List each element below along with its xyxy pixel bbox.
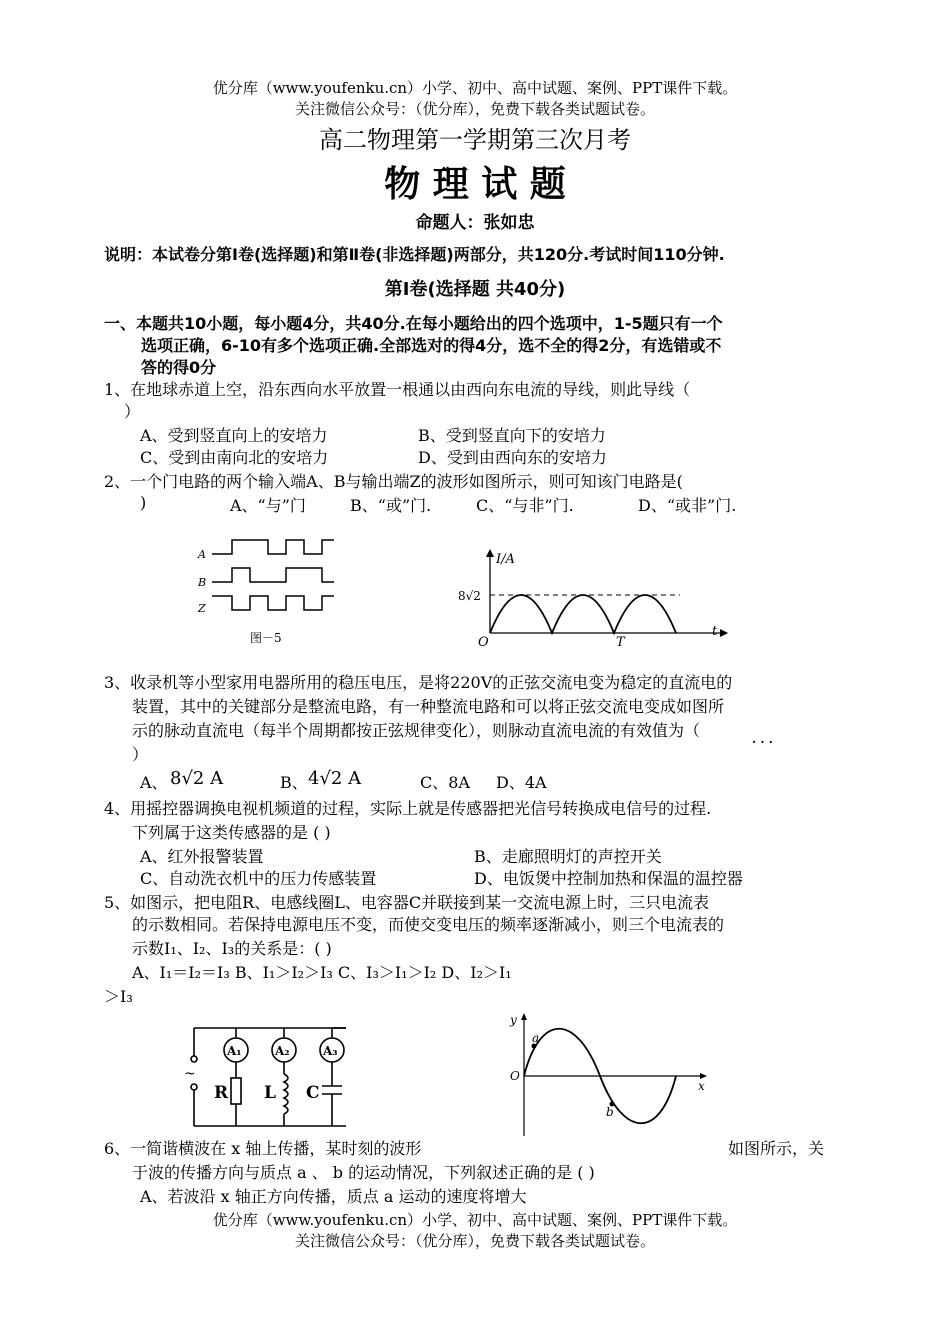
wave-origin-label: O [510, 1069, 520, 1083]
q1-option-d: D、受到由西向东的安培力 [418, 448, 607, 467]
q1-option-c: C、受到由南向北的安培力 [140, 448, 329, 467]
q3-emphasis-dots: · · · [752, 735, 773, 749]
ammeter-a1: A₁ [227, 1044, 242, 1058]
time-axis-label: t [712, 624, 718, 639]
q1-stem-1: 1、在地球赤道上空，沿东西向水平放置一根通以由西向东电流的导线，则此导线（ [104, 380, 691, 399]
q2-option-b: B、“或”门. [350, 496, 432, 515]
inductor-label: L [264, 1083, 276, 1103]
q4-option-c: C、自动洗衣机中的压力传感装置 [140, 869, 377, 888]
wave-b [212, 568, 334, 582]
q6-line-1-tail: 如图所示，关 [728, 1139, 825, 1158]
point-a-label: a [532, 1031, 540, 1045]
q3-option-c: C、8A [420, 773, 470, 792]
q3-line-1: 3、收录机等小型家用电器所用的稳压电压，是将220V的正弦交流电变为稳定的直流电的 [104, 673, 733, 692]
q3-option-d: D、4A [496, 773, 547, 792]
q5-line-5: ＞I₃ [104, 987, 133, 1006]
q6-line-2: 于波的传播方向与质点 a 、 b 的运动情况，下列叙述正确的是 ( ) [132, 1163, 595, 1182]
q3-option-a-value: 8√2 A [170, 768, 224, 789]
wave-y-label: y [510, 1013, 517, 1027]
author-line: 命题人：张如忠 [415, 213, 535, 233]
origin-label: O [478, 635, 489, 650]
q3-option-b-value: 4√2 A [308, 768, 362, 789]
q5-line-3: 示数I₁、I₂、I₃的关系是：( ) [132, 939, 332, 958]
footer-line-2: 关注微信公众号：（优分库），免费下载各类试题试卷。 [294, 1232, 655, 1250]
period-label: T [616, 635, 625, 650]
wave-label-z: Z [198, 602, 206, 615]
q4-option-d: D、电饭煲中控制加热和保温的温控器 [474, 869, 743, 888]
q4-line-2: 下列属于这类传感器的是 ( ) [132, 823, 331, 842]
q4-option-b: B、走廊照明灯的声控开关 [474, 847, 662, 866]
peak-label: 8√2 [458, 589, 481, 603]
q3-line-3: 示的脉动直流电（每半个周期都按正弦规律变化），则脉动直流电流的有效值为（ [132, 721, 701, 740]
footer-line-1: 优分库（www.youfenku.cn）小学、初中、高中试题、案例、PPT课件下载。 [212, 1211, 738, 1229]
instruction-line-1: 一、本题共10小题，每小题4分，共40分.在每小题给出的四个选项中，1-5题只有一个 [104, 314, 723, 333]
q5-line-1: 5、如图示，把电阻R、电感线圈L、电容器C并联接到某一交流电源上时，三只电流表 [104, 893, 710, 912]
wave-z [212, 596, 334, 610]
figure-caption: 图－5 [250, 631, 282, 645]
section-heading: 第Ⅰ卷(选择题 共40分) [384, 279, 566, 300]
q3-option-b-label: B、 [280, 773, 308, 792]
ammeter-a3: A₃ [323, 1044, 338, 1058]
exam-note: 说明：本试卷分第Ⅰ卷(选择题)和第Ⅱ卷(非选择题)两部分，共120分.考试时间110分钟. [104, 245, 725, 264]
q1-option-a: A、受到竖直向上的安培力 [140, 426, 328, 445]
q5-line-2: 的示数相同。若保持电源电压不变，而使交变电压的频率逐渐减小，则三个电流表的 [132, 915, 725, 934]
q2-stem-1: 2、一个门电路的两个输入端A、B与输出端Z的波形如图所示，则可知该门电路是( [104, 472, 683, 491]
ac-source-label: ~ [184, 1066, 196, 1082]
header-line-1: 优分库（www.youfenku.cn）小学、初中、高中试题、案例、PPT课件下载。 [212, 79, 738, 97]
exam-title: 高二物理第一学期第三次月考 [319, 126, 631, 154]
transverse-wave-figure [500, 1008, 715, 1138]
q5-options: A、I₁＝I₂＝I₃ B、I₁＞I₂＞I₃ C、I₃＞I₁＞I₂ D、I₂＞I₁ [132, 963, 512, 982]
wave-x-label: x [698, 1079, 705, 1093]
ammeter-a2: A₂ [275, 1044, 290, 1058]
q6-line-1: 6、一简谐横波在 x 轴上传播，某时刻的波形 [104, 1139, 422, 1158]
page-title: 物 理 试 题 [384, 164, 566, 205]
q2-stem-2: ) [140, 493, 147, 512]
parallel-circuit-figure [180, 1020, 360, 1132]
gate-waveform-figure [190, 530, 350, 650]
current-axis-label: I/A [496, 552, 515, 567]
q4-option-a: A、红外报警装置 [140, 847, 264, 866]
wave-label-a: A [198, 548, 206, 561]
rectified-current-figure [450, 545, 730, 650]
q3-line-2: 装置，其中的关键部分是整流电路，有一种整流电路和可以将正弦交流电变成如图所 [132, 697, 725, 716]
q1-option-b: B、受到竖直向下的安培力 [418, 426, 606, 445]
capacitor-label: C [306, 1083, 320, 1103]
q2-option-d: D、“或非”门. [638, 496, 737, 515]
q2-option-a: A、“与”门 [230, 496, 306, 515]
q6-option-a: A、若波沿 x 轴正方向传播，质点 a 运动的速度将增大 [140, 1187, 527, 1206]
q1-stem-2: ） [124, 402, 141, 421]
rectified-curve [490, 595, 676, 633]
header-line-2: 关注微信公众号：（优分库），免费下载各类试题试卷。 [294, 100, 655, 118]
instruction-line-2: 选项正确，6-10有多个选项正确.全部选对的得4分，选不全的得2分，有选错或不 [141, 336, 722, 355]
instruction-line-3: 答的得0分 [141, 358, 217, 377]
q2-option-c: C、“与非”门. [476, 496, 574, 515]
point-b-label: b [606, 1105, 614, 1119]
q4-line-1: 4、用摇控器调换电视机频道的过程，实际上就是传感器把光信号转换成电信号的过程. [104, 799, 712, 818]
resistor-label: R [214, 1083, 229, 1103]
wave-label-b: B [198, 576, 207, 589]
wave-a [212, 540, 334, 554]
q3-line-4: ） [132, 745, 149, 764]
q3-option-a-label: A、 [140, 773, 168, 792]
